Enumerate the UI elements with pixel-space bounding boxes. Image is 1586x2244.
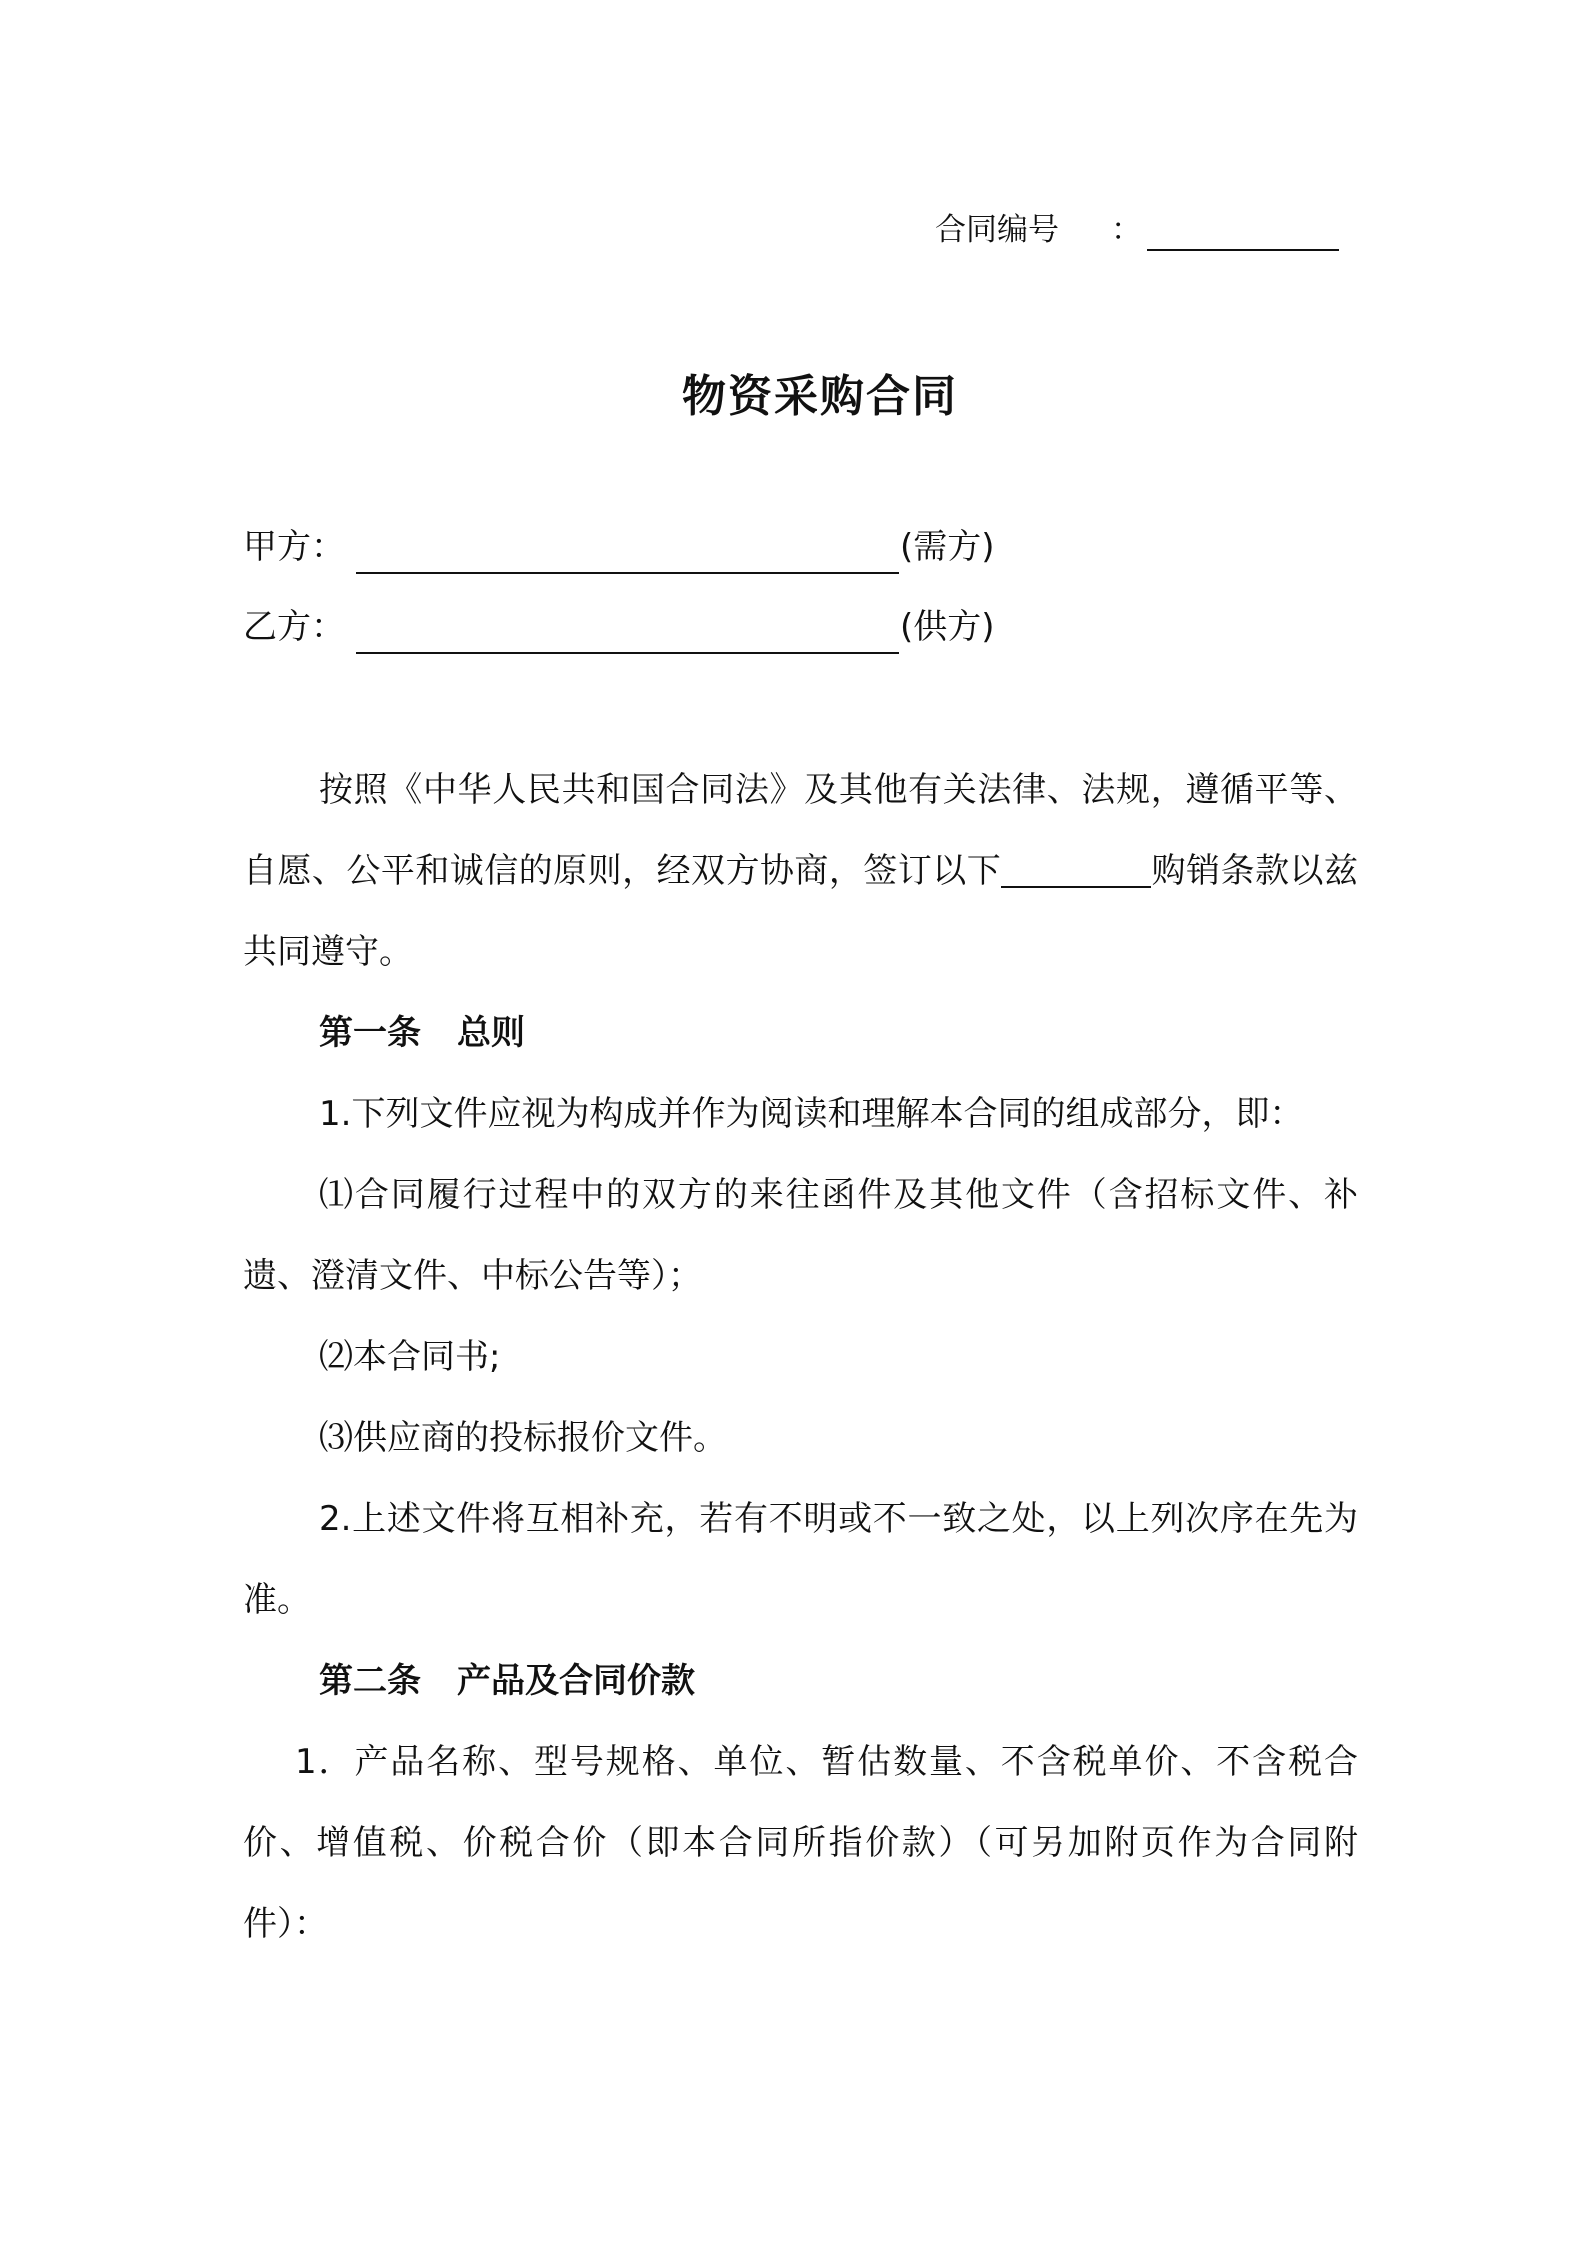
party-a-label: 甲方： bbox=[243, 527, 345, 567]
party-a-blank bbox=[356, 572, 899, 574]
party-b-label: 乙方： bbox=[243, 607, 345, 647]
contract-number-label: 合同编号 bbox=[935, 212, 1059, 248]
article-1-heading bbox=[243, 993, 1358, 1074]
article-1-title: 总则 bbox=[457, 1013, 525, 1053]
intro-paragraph bbox=[243, 750, 1358, 993]
party-b-blank bbox=[356, 652, 899, 654]
article-1-sub-2: ⑵本合同书; bbox=[319, 1337, 501, 1377]
article-1-item-2: 2.上述文件将互相补充，若有不明或不一致之处，以上列次序在先为准。 bbox=[243, 1499, 1358, 1620]
article-2-title: 产品及合同价款 bbox=[457, 1661, 695, 1701]
article-2-heading bbox=[243, 1641, 1358, 1722]
contract-number-line bbox=[935, 205, 1142, 255]
contract-number-colon: ： bbox=[1111, 212, 1142, 248]
party-b-role: (供方) bbox=[900, 607, 995, 647]
article-1-sub-3: ⑶供应商的投标报价文件。 bbox=[319, 1418, 727, 1458]
intro-text-start: 按照《中华人民共和国合同法》及其他有关法律、法规，遵循平等、自愿、公平和诚信的原则，经双方协商，签订以下 bbox=[243, 770, 1358, 891]
intro-text-end: 购销条款以兹共同遵守。 bbox=[243, 851, 1359, 972]
article-1-sub-1: ⑴合同履行过程中的双方的来往函件及其他文件（含招标文件、补遗、澄清文件、中标公告等）； bbox=[243, 1175, 1358, 1296]
party-a-role: (需方) bbox=[900, 527, 995, 567]
article-1-item-1: 1.下列文件应视为构成并作为阅读和理解本合同的组成部分，即： bbox=[319, 1094, 1304, 1134]
contract-body bbox=[243, 750, 1358, 1965]
contract-number-blank bbox=[1147, 249, 1339, 251]
document-title: 物资采购合同 bbox=[682, 371, 958, 422]
article-2-item-1: 1．产品名称、型号规格、单位、暂估数量、不含税单价、不含税合价、增值税、价税合价（即本合同所指价款）（可另加附页作为合同附件）： bbox=[243, 1742, 1358, 1944]
intro-blank bbox=[1001, 846, 1151, 888]
article-2-number: 第二条 bbox=[319, 1661, 421, 1701]
article-1-number: 第一条 bbox=[319, 1013, 421, 1053]
